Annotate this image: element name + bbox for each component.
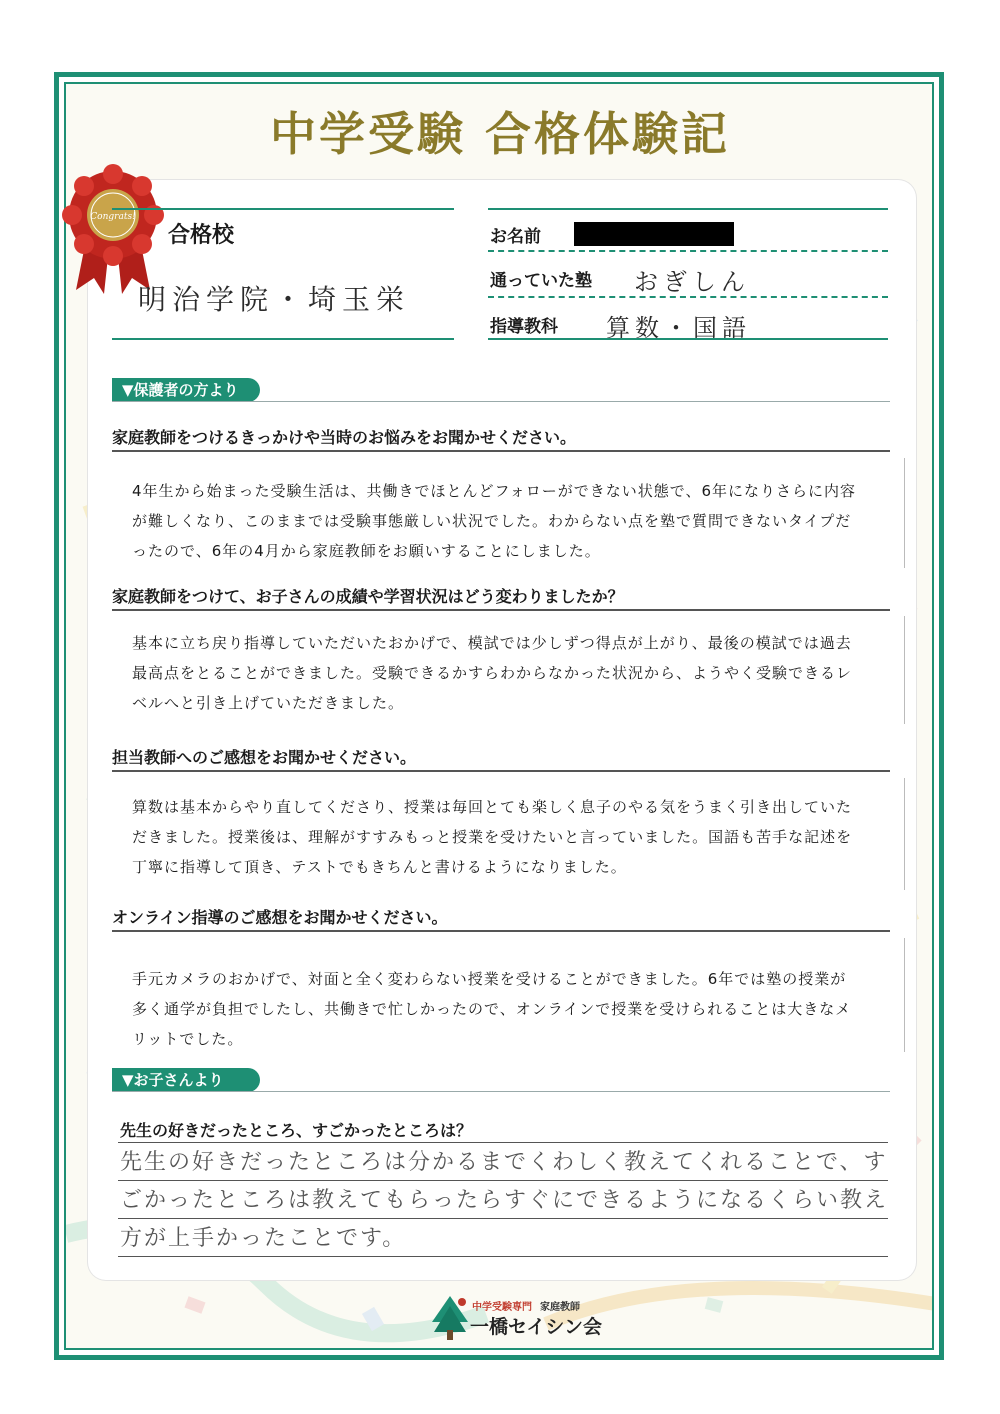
redacted-name <box>574 222 734 246</box>
parent-section-label: ▼保護者の方より <box>112 378 260 402</box>
school-label: 合格校 <box>168 223 235 248</box>
subject-value: 算数・国語 <box>606 314 751 342</box>
info-bottom-line <box>488 338 888 340</box>
answer-2-bracket <box>904 616 905 724</box>
congrats-text: Congrats! <box>90 212 136 222</box>
juku-value: おぎしん <box>634 268 750 296</box>
parent-answer-4: 手元カメラのおかげで、対面と全く変わらない授業を受けることができました。6年では塾の授業が多く通学が負担でしたし、共働きで忙しかったので、オンラインで授業を受けられることは大きなメリットでした。 <box>132 970 852 1048</box>
parent-question-4: オンライン指導のご感想をお聞かせください。 <box>112 908 448 927</box>
child-line-1 <box>118 1142 888 1143</box>
name-label: お名前 <box>490 227 541 247</box>
info-divider-1 <box>488 250 888 252</box>
question-4-underline <box>112 930 890 932</box>
document-title: 中学受験 合格体験記 <box>269 107 730 161</box>
parent-answer-1: 4年生から始まった受験生活は、共働きでほとんどフォローができない状態で、6年になりさらに内容が難しくなり、このままでは受験事態厳しい状況でした。わからない点を塾で質問できないタイプだったので、6年の4月から家庭教師をお願いすることにしました。 <box>132 482 857 560</box>
subject-label: 指導教科 <box>490 317 558 337</box>
parent-question-2: 家庭教師をつけて、お子さんの成績や学習状況はどう変わりましたか？ <box>112 587 624 606</box>
school-top-line <box>112 208 454 210</box>
parent-answer-2: 基本に立ち戻り指導していただいたおかげで、模試では少しずつ得点が上がり、最後の模試では過去最高点をとることができました。受験できるかすらわからなかった状況から、ようやく受験できるレベルへと引き上げていただきました。 <box>132 634 853 712</box>
school-bottom-line <box>112 338 454 340</box>
answer-4-bracket <box>904 938 905 1052</box>
logo-tagline-2: 家庭教師 <box>540 1302 580 1313</box>
child-answer-1: 先生の好きだったところは分かるまでくわしく教えてくれることで、すごかったところは教えてもらったらすぐにできるようになるくらい教え方が上手かったことです。 <box>120 1150 889 1251</box>
child-section-line <box>112 1091 890 1092</box>
question-3-underline <box>112 770 890 772</box>
content-card <box>88 180 916 1280</box>
parent-question-1: 家庭教師をつけるきっかけや当時のお悩みをお聞かせください。 <box>112 428 577 447</box>
logo-tagline-1: 中学受験専門 <box>472 1302 532 1313</box>
child-question-1: 先生の好きだったところ、すごかったところは？ <box>120 1121 473 1140</box>
juku-label: 通っていた塾 <box>490 271 592 291</box>
child-section-label: ▼お子さんより <box>112 1068 260 1092</box>
logo-name: 一橋セイシン会 <box>470 1316 602 1338</box>
answer-1-bracket <box>904 458 905 568</box>
parent-answer-3: 算数は基本からやり直してくださり、授業は毎回とても楽しく息子のやる気をうまく引き出していただきました。授業後は、理解がすすみもっと授業を受けたいと言っていました。国語も苦手な記述を丁寧に指導して頂き、テストでもきちんと書けるようになりました。 <box>132 798 853 876</box>
question-2-underline <box>112 609 890 611</box>
answer-3-bracket <box>904 778 905 890</box>
parent-question-3: 担当教師へのご感想をお聞かせください。 <box>112 748 417 767</box>
question-1-underline <box>112 450 890 452</box>
parent-section-line <box>112 401 890 402</box>
info-divider-2 <box>488 296 888 298</box>
info-top-line <box>488 208 888 210</box>
school-value: 明治学院・埼玉栄 <box>138 283 411 316</box>
